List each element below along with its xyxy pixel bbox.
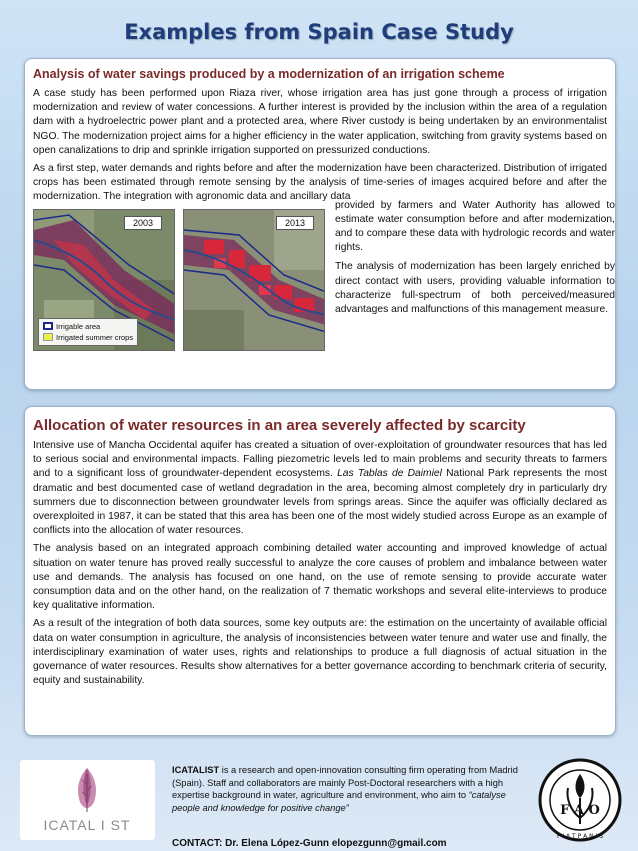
page-title: Examples from Spain Case Study (124, 20, 514, 44)
icatalist-logo (20, 760, 155, 840)
logo-text: ICATAL I ST (43, 817, 131, 833)
text-span: National Park represents the most dramatic and best documented case of wetland degradation in the area, becoming almost completely dry in particularly dry summers due to disconnection between groundwater levels from springs areas. Since the aquifer was officially declared as overexploited in 1987, it can be stated that this area has been one of the most widely studied across Europe as an example of conflicts into the allocation of water resources. (33, 468, 607, 537)
paragraph: As a result of the integration of both data sources, some key outputs are: the estimation on the uncertainty of available official data on water consumption in agriculture, the analysis of inconsistencies between water tenure and water use and finally, the interdisciplinary examination of water uses, rights and relationships to produce a full diagnosis of actual situation in the governance of water resources. Results show alternatives for a better governance according to benchmark criteria of security, equity and sustainability. (33, 618, 607, 687)
paragraph: The analysis based on an integrated approach combining detailed water accounting and improved knowledge of actual situation on water tenure has proved really successful to analyze the core causes of problem and imbalance between water use and demands. The analysis has focused on one hand, on the use of remote sensing to provide accurate water consumption data and on the other hand, on the realization of 7 thematic workshops and several elite-interviews to produce key qualitative information. (33, 543, 607, 612)
paragraph: provided by farmers and Water Authority has allowed to estimate water consumption before and after modernization, and to compare these data with hydrologic records and water rights. (335, 199, 615, 254)
paragraph: The analysis of modernization has been largely enriched by direct contact with users, providing valuable information to characterize full-spectrum of both perceived/measured advantages and malfunctions of this management measure. (335, 261, 615, 316)
footer-description (172, 764, 522, 814)
legend-label: Irrigable area (56, 321, 101, 331)
tagline: “catalyse people and knowledge for positive change” (172, 790, 506, 813)
map-legend (38, 318, 138, 346)
legend-item-irrigable (43, 321, 133, 332)
section-heading: Analysis of water savings produced by a modernization of an irrigation scheme (33, 67, 505, 81)
brand-name: ICATALIST (172, 765, 220, 775)
fao-motto: F I A T P A N I S (556, 833, 604, 840)
fao-logo (538, 758, 622, 842)
side-text (335, 199, 615, 323)
image-row (33, 199, 615, 351)
legend-swatch-irrigable (43, 322, 53, 330)
section-heading: Allocation of water resources in an area severely affected by scarcity (33, 417, 526, 434)
section-water-allocation (24, 406, 616, 736)
contact-line: CONTACT: Dr. Elena López-Gunn elopezgunn@gmail.com (172, 838, 447, 849)
paragraph (33, 439, 607, 538)
legend-item-summer-crops (43, 332, 133, 343)
text-span: Intensive use of Mancha Occidental aquifer has created a situation of over-exploitation of groundwater resources that has led to serious social and environmental impacts. Falling piezometric levels led to main problems and security threats to farmers and to a significant loss of groundwater-dependent ecosystems. (33, 440, 607, 480)
satellite-map-2003 (33, 209, 175, 351)
fao-letters: F A O (560, 803, 600, 818)
text-span: is a research and open-innovation consulting firm operating from Madrid (Spain). Staff and collaborators are mainly Post-Doctoral researchers with a high expertise background in water, agriculture and environment, who aim to (172, 765, 518, 800)
section-water-savings (24, 58, 616, 390)
legend-swatch-summer-crops (43, 333, 53, 341)
italic-text: Las Tablas de Daimiel (337, 468, 442, 480)
paragraph: As a first step, water demands and rights before and after the modernization have been characterized. Distribution of irrigated crops has been estimated through remote sensing by the analysis of time-series of images acquired before and after the modernization. The integration with agronomic data and ancillary data (33, 163, 607, 203)
paragraph: A case study has been performed upon Riaza river, whose irrigation area has just gone through a process of irrigation modernization and review of water concessions. A further interest is provided by the inclusion within the area of a regulation dam with a hydroelectric power plant and a protected area, where River custody is being undertaken by an environmentalist NGO. The modernization project aims for a higher efficiency in the water application, switching from gravity systems based on open canalizations to drip and sprinkle irrigation supported on pressurized conductions. (33, 88, 607, 156)
year-label: 2013 (276, 216, 314, 230)
legend-label: Irrigated summer crops (56, 332, 134, 342)
satellite-map-2013 (183, 209, 325, 351)
year-label: 2003 (124, 216, 162, 230)
